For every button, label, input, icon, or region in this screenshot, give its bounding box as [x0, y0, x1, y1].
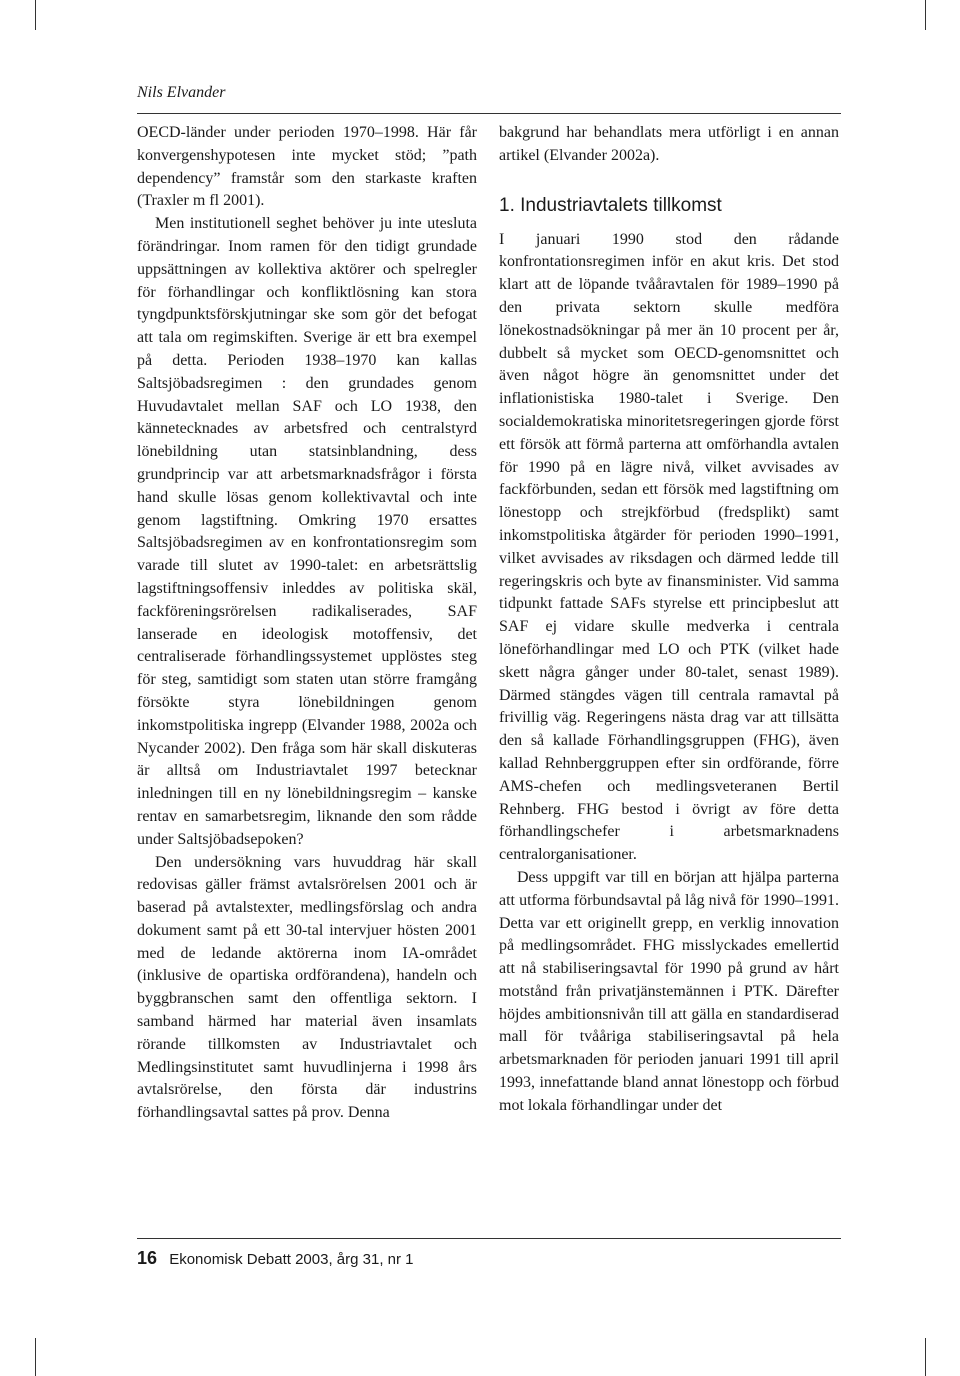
- right-paragraph-3: Dess uppgift var till en början att hjälpa parterna att utforma förbundsavtal på låg nivå för 1990–1991. Detta var ett originellt grepp, en verklig innovation på medlingsområdet. FHG misslyckades emellertid att nå stabiliseringsavtal för 1990 på grund av hårt motstånd från privatjänstemännen i PTK. Därefter höjdes ambitionsnivån till att gälla en standardiserad mall för tvååriga stabiliseringsavtal på hela arbetsmarknaden för perioden januari 1991 till april 1993, innefattande bland annat lönestopp och förbud mot lokala förhandlingar under det: [499, 868, 839, 1114]
- page-number: 16: [137, 1248, 158, 1268]
- page-footer: [137, 1247, 414, 1271]
- left-paragraph-2: Men institutionell seghet behöver ju inte utesluta förändringar. Inom ramen för den tidigt grundade uppsättningen av kollektiva aktörer och spelregler för förhandlingar och konfliktlösning kan stora tyngdpunktsförskjutningar ske som gör det befogat att tala om regimskiften. Sverige är ett bra exempel på detta. Perioden 1938–1970 kan kallas Saltsjöbadsregimen : den grundades genom Huvudavtalet mellan SAF och LO 1938, den kännetecknades av arbetsfred och centralstyrd lönebildning utan statsinblandning, dess grundprincip var att arbetsmarknadsfrågor i första hand skulle lösas genom kollektivavtal och inte genom lagstiftning. Omkring 1970 ersattes Saltsjöbadsregimen av en konfrontationsregim som varade till slutet av 1990-talet: en arbetsrättslig lagstiftningsoffensiv inleddes av politiska skäl, fackföreningsrörelsen radikaliserades, SAF lanserade en ideologisk motoffensiv, det centraliserade förhandlingssystemet upplöstes steg för steg, samtidigt som staten utan större framgång försökte styra lönebildningen genom inkomstpolitiska ingrepp (Elvander 1988, 2002a och Nycander 2002). Den fråga som här skall diskuteras är alltså om Industriavtalet 1997 betecknar inledningen till en ny lönebildningsregim – kanske rentav en samarbetsregim, liknande den som rådde under Saltsjöbadsepoken?: [137, 215, 477, 848]
- right-paragraph-2: I januari 1990 stod den rådande konfrontationsregimen inför en akut kris. Det stod klart att de löpande tvååravtalen för 1989–1990 på den privata sektorn skulle medföra lönekostnadsökningar på mer än 10 procent per år, dubbelt så mycket som OECD-genomsnittet och även något högre än genomsnittet under det inflationistiska 1980-talet i Sverige. Den socialdemokratiska minoritetsregeringen gjorde först ett försök att förmå parterna att omförhandla avtalen för 1990 på en lägre nivå, vilket avvisades av fackförbunden, sedan ett försök med lagstiftning om lönestopp och strejkförbud (fredsplikt) samt inkomstpolitiska åtgärder för perioden 1990–1991, vilket avvisades av riksdagen och därmed ledde till regeringskris och byte av finansminister. Vid samma tidpunkt fattade SAFs styrelse ett principbeslut att SAF ej vidare skulle medverka i centrala löneförhandlingar med LO och PTK (vilket hade skett några gånger under 80-talet, senast 1989). Därmed stängdes vägen till centrala ramavtal på frivillig väg. Regeringens nästa drag var att tillsätta den så kallade Förhandlingsgruppen (FHG), även kallad Rehnberggruppen efter sin ordförande, förre AMS-chefen och medlingsveteranen Bertil Rehnberg. FHG bestod i övrigt av före detta förhandlingschefer i arbetsmarknadens centralorganisationer.: [499, 230, 839, 864]
- footer-rule: [137, 1238, 841, 1239]
- header-rule: [137, 113, 841, 114]
- crop-mark-bottom-right: [925, 1338, 926, 1376]
- running-head-author: Nils Elvander: [137, 84, 226, 101]
- left-column: [137, 122, 477, 1125]
- crop-mark-top-right: [925, 0, 926, 30]
- crop-mark-bottom-left: [35, 1338, 36, 1376]
- crop-mark-top-left: [35, 0, 36, 30]
- journal-citation: Ekonomisk Debatt 2003, årg 31, nr 1: [169, 1251, 414, 1268]
- left-paragraph-3: Den undersökning vars huvuddrag här skall redovisas gäller främst avtalsrörelsen 2001 och är baserad på avtalstexter, medlingsförslag och andra dokument samt på ett 30-tal intervjuer hösten 2001 med de ledande aktörerna inom IA-området (inklusive de opartiska ordförandena), handeln och byggbranschen samt den offentliga sektorn. I samband härmed har material även insamlats rörande tillkomsten av Industriavtalet och Medlingsinstitutet samt huvudlinjerna i 1998 års avtalsrörelse, den första där industrins förhandlingsavtal sattes på prov. Denna: [137, 853, 477, 1122]
- section-heading: 1. Industriavtalets tillkomst: [499, 194, 722, 216]
- right-paragraph-1: bakgrund har behandlats mera utförligt i en annan artikel (Elvander 2002a).: [499, 124, 839, 164]
- left-paragraph-1: OECD-länder under perioden 1970–1998. Här får konvergenshypotesen inte mycket stöd; ”path dependency” framstår som den starkaste kraften (Traxler m fl 2001).: [137, 124, 477, 210]
- right-column: [499, 122, 839, 1118]
